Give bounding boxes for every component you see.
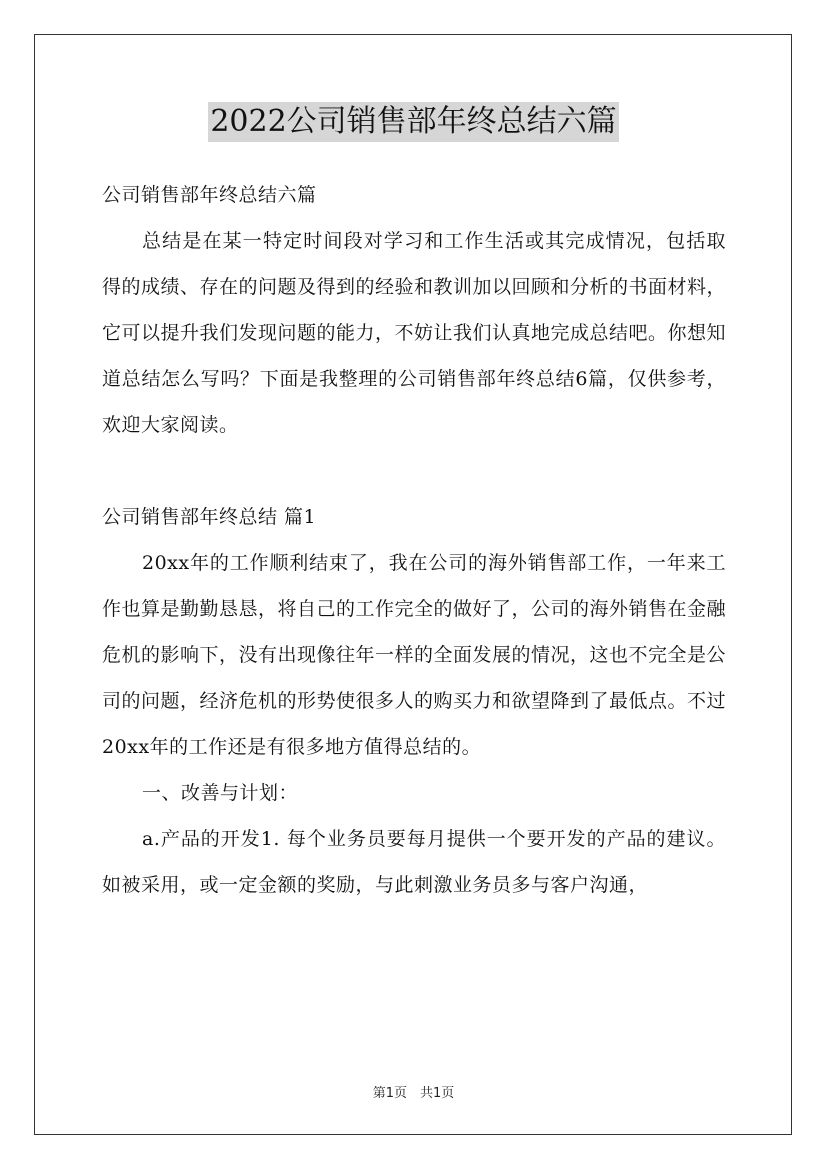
section-heading: 公司销售部年终总结 篇1 bbox=[102, 506, 317, 528]
page-footer: 第1页 共1页 bbox=[372, 1086, 455, 1101]
section-paragraph: 20xx年的工作顺利结束了，我在公司的海外销售部工作，一年来工作也算是勤勤恳恳，将自己的工作完全的做好了，公司的海外销售在金融危机的影响下，没有出现像往年一样的全面发展的情况，这也不完全是公司的问题，经济危机的形势使很多人的购买力和欲望降到了最低点。不过20xx年的工作还是有很多地方值得总结的。 bbox=[102, 552, 727, 758]
list-heading: 一、改善与计划： bbox=[142, 782, 299, 804]
document-subtitle: 公司销售部年终总结六篇 bbox=[102, 184, 317, 206]
paragraph-gap bbox=[102, 448, 726, 494]
list-item-paragraph: a.产品的开发1. 每个业务员要每月提供一个要开发的产品的建议。如被采用，或一定金额的奖励，与此刺激业务员多与客户沟通， bbox=[102, 828, 726, 896]
document-title: 2022公司销售部年终总结六篇 bbox=[208, 102, 618, 142]
title-container bbox=[0, 102, 827, 142]
document-body bbox=[102, 172, 726, 908]
intro-paragraph: 总结是在某一特定时间段对学习和工作生活或其完成情况，包括取得的成绩、存在的问题及得到的经验和教训加以回顾和分析的书面材料，它可以提升我们发现问题的能力，不妨让我们认真地完成总结吧。你想知道总结怎么写吗？下面是我整理的公司销售部年终总结6篇，仅供参考，欢迎大家阅读。 bbox=[102, 230, 727, 436]
